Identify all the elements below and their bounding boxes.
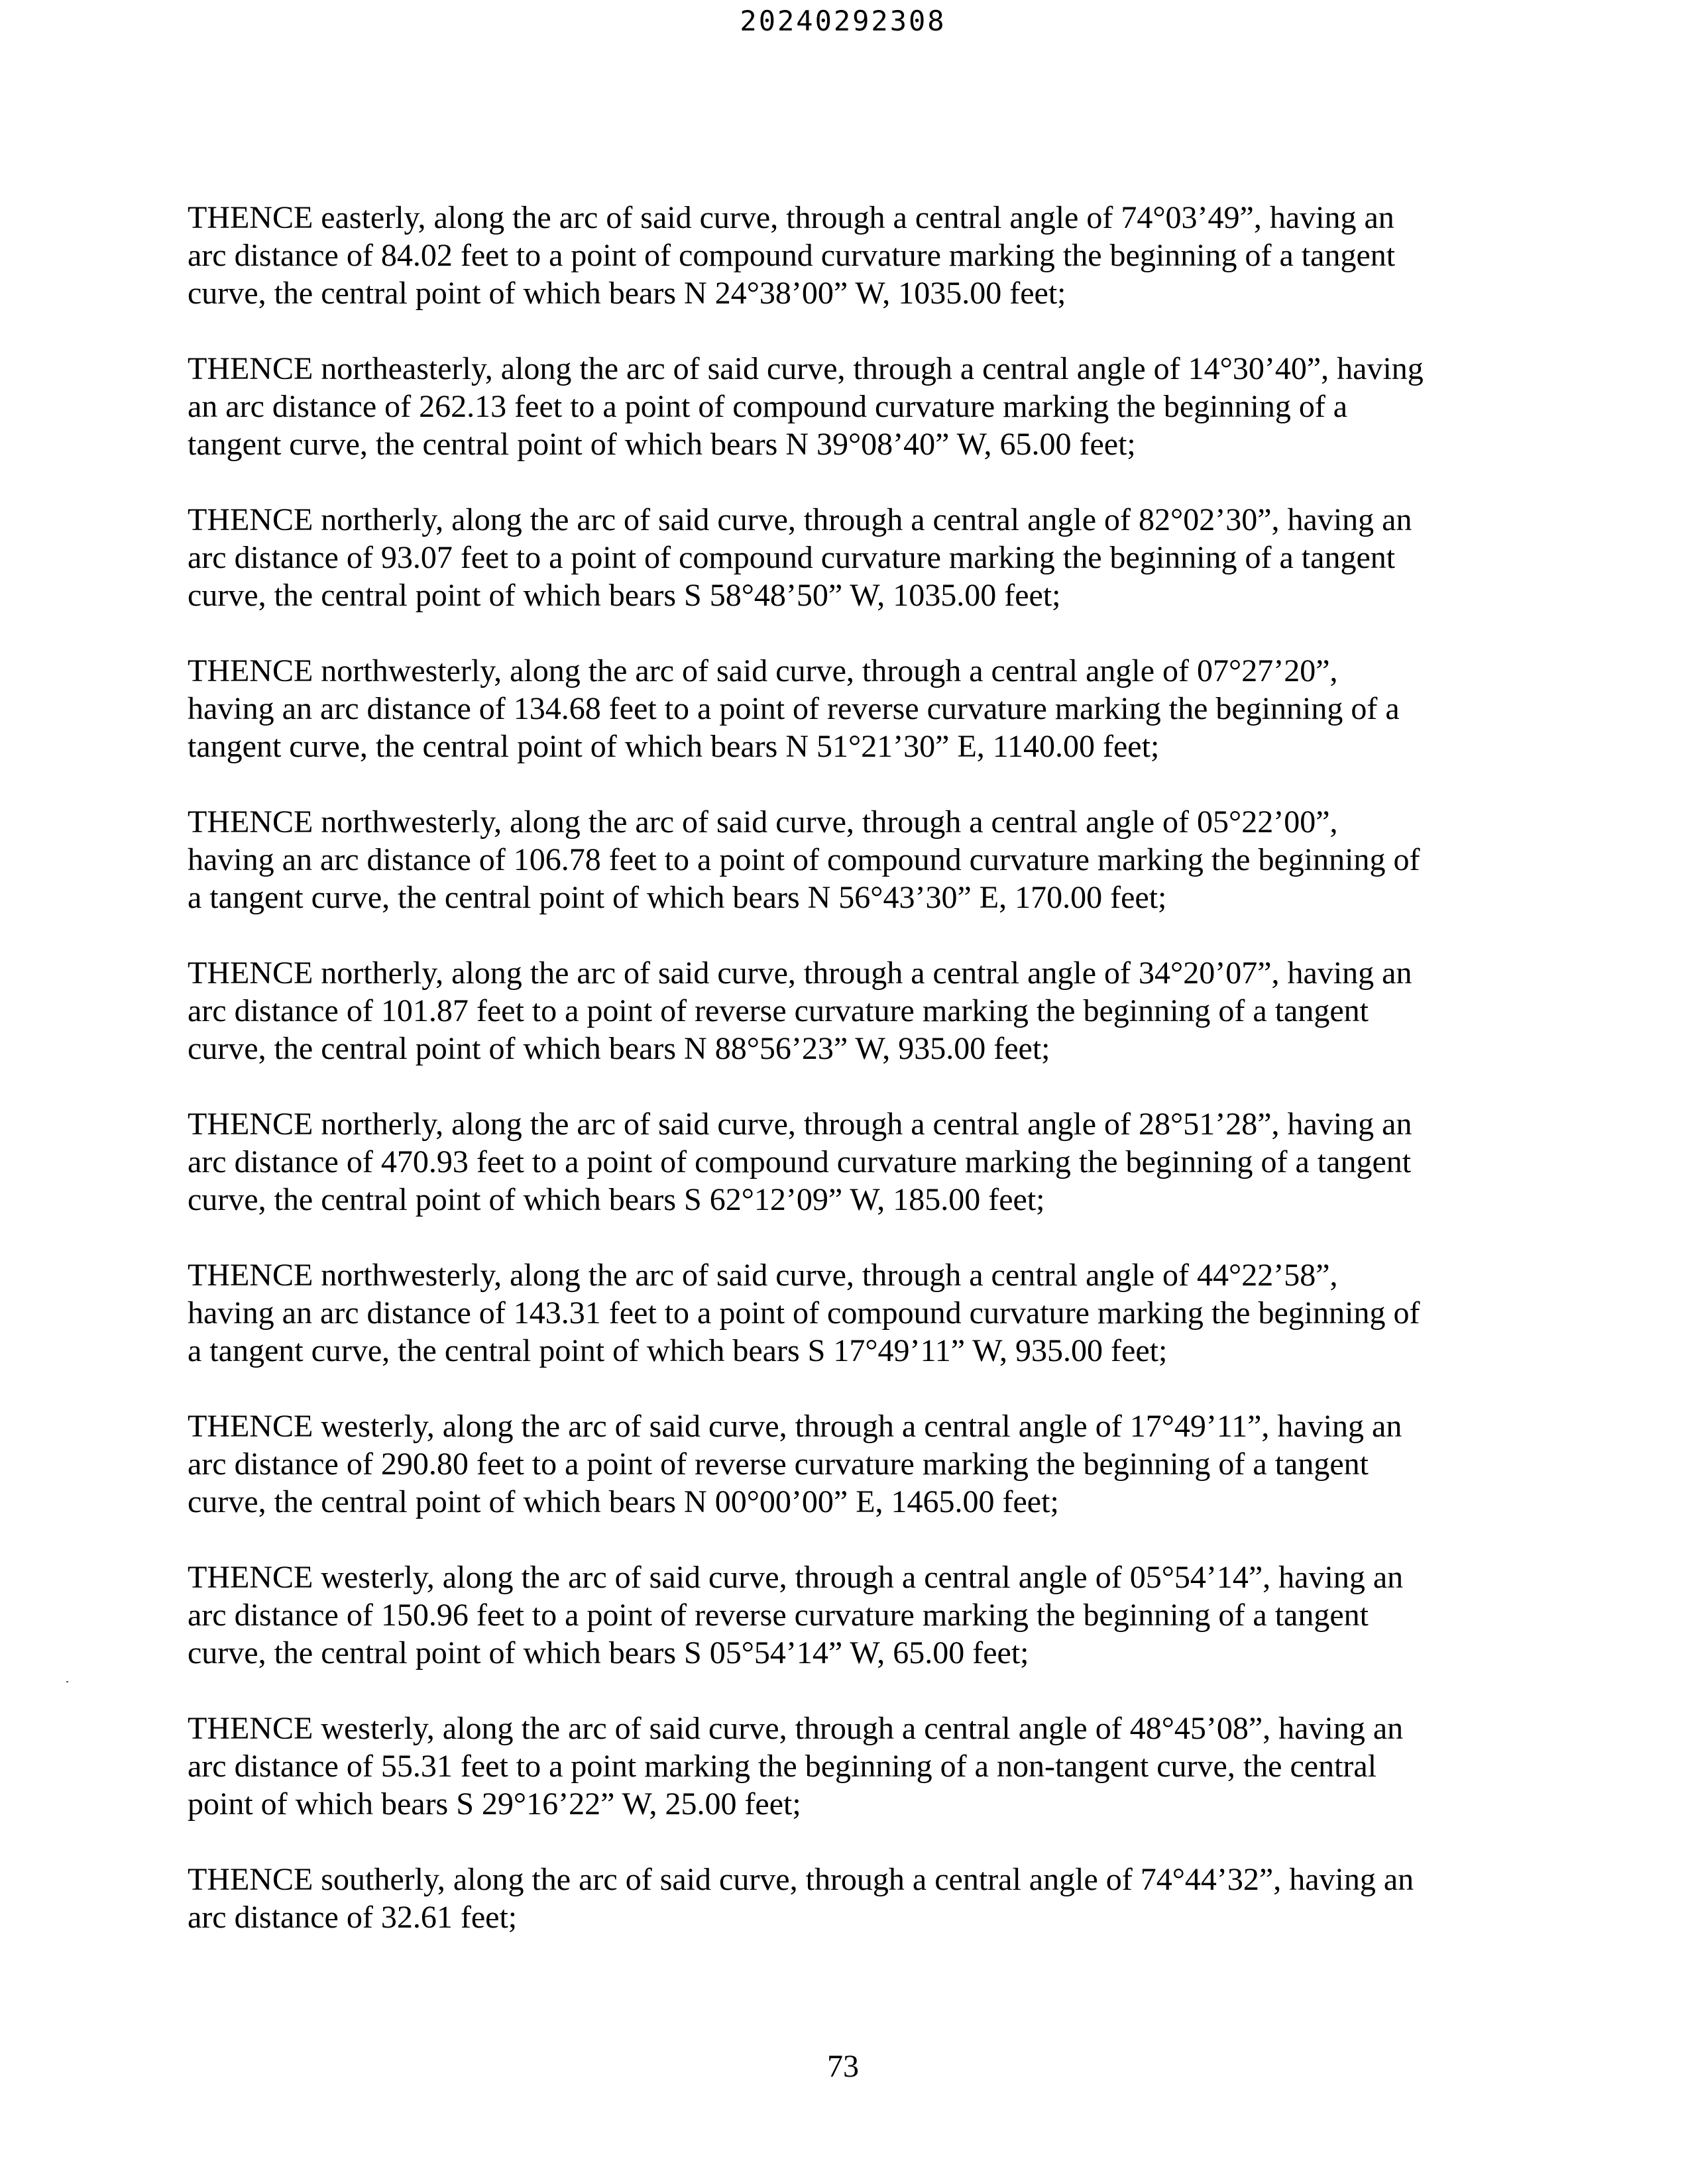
paragraph: THENCE westerly, along the arc of said curve, through a central angle of 17°49’11”, having an arc distance of 290.80 feet to a point of reverse curvature marking the beginning of a tangent curve, the central point of which bears N 00°00’00” E, 1465.00 feet; — [188, 1409, 1402, 1519]
paragraph: THENCE northwesterly, along the arc of said curve, through a central angle of 05°22’00”, having an arc distance of 106.78 feet to a point of compound curvature marking the beginning of a tangent curve, the central point of which bears N 56°43’30” E, 170.00 feet; — [188, 804, 1420, 915]
paragraph: THENCE southerly, along the arc of said curve, through a central angle of 74°44’32”, having an arc distance of 32.61 feet; — [188, 1862, 1414, 1935]
document-number: 20240292308 — [740, 5, 946, 37]
paragraph: THENCE westerly, along the arc of said curve, through a central angle of 05°54’14”, having an arc distance of 150.96 feet to a point of reverse curvature marking the beginning of a tangent curve, the central point of which bears S 05°54’14” W, 65.00 feet; — [188, 1560, 1404, 1670]
paragraph: THENCE easterly, along the arc of said curve, through a central angle of 74°03’49”, having an arc distance of 84.02 feet to a point of compound curvature marking the beginning of a tangent curve, the central point of which bears N 24°38’00” W, 1035.00 feet; — [188, 200, 1396, 311]
document-body — [188, 199, 1513, 1974]
paragraph: THENCE northerly, along the arc of said curve, through a central angle of 82°02’30”, having an arc distance of 93.07 feet to a point of compound curvature marking the beginning of a tangent curve, the central point of which bears S 58°48’50” W, 1035.00 feet; — [188, 502, 1412, 613]
scan-speck — [66, 1681, 68, 1682]
paragraph: THENCE northwesterly, along the arc of said curve, through a central angle of 44°22’58”, having an arc distance of 143.31 feet to a point of compound curvature marking the beginning of a tangent curve, the central point of which bears S 17°49’11” W, 935.00 feet; — [188, 1258, 1420, 1368]
paragraph: THENCE westerly, along the arc of said curve, through a central angle of 48°45’08”, having an arc distance of 55.31 feet to a point marking the beginning of a non-tangent curve, the central point of which bears S 29°16’22” W, 25.00 feet; — [188, 1711, 1404, 1822]
paragraph: THENCE northerly, along the arc of said curve, through a central angle of 28°51’28”, having an arc distance of 470.93 feet to a point of compound curvature marking the beginning of a tangent curve, the central point of which bears S 62°12’09” W, 185.00 feet; — [188, 1107, 1412, 1217]
page-number: 73 — [827, 2049, 859, 2084]
paragraph: THENCE northerly, along the arc of said curve, through a central angle of 34°20’07”, having an arc distance of 101.87 feet to a point of reverse curvature marking the beginning of a tangent curve, the central point of which bears N 88°56’23” W, 935.00 feet; — [188, 956, 1412, 1066]
paragraph: THENCE northwesterly, along the arc of said curve, through a central angle of 07°27’20”, having an arc distance of 134.68 feet to a point of reverse curvature marking the beginning of a tangent curve, the central point of which bears N 51°21’30” E, 1140.00 feet; — [188, 653, 1400, 764]
paragraph: THENCE northeasterly, along the arc of said curve, through a central angle of 14°30’40”, having an arc distance of 262.13 feet to a point of compound curvature marking the beginning of a tangent curve, the central point of which bears N 39°08’40” W, 65.00 feet; — [188, 351, 1424, 462]
